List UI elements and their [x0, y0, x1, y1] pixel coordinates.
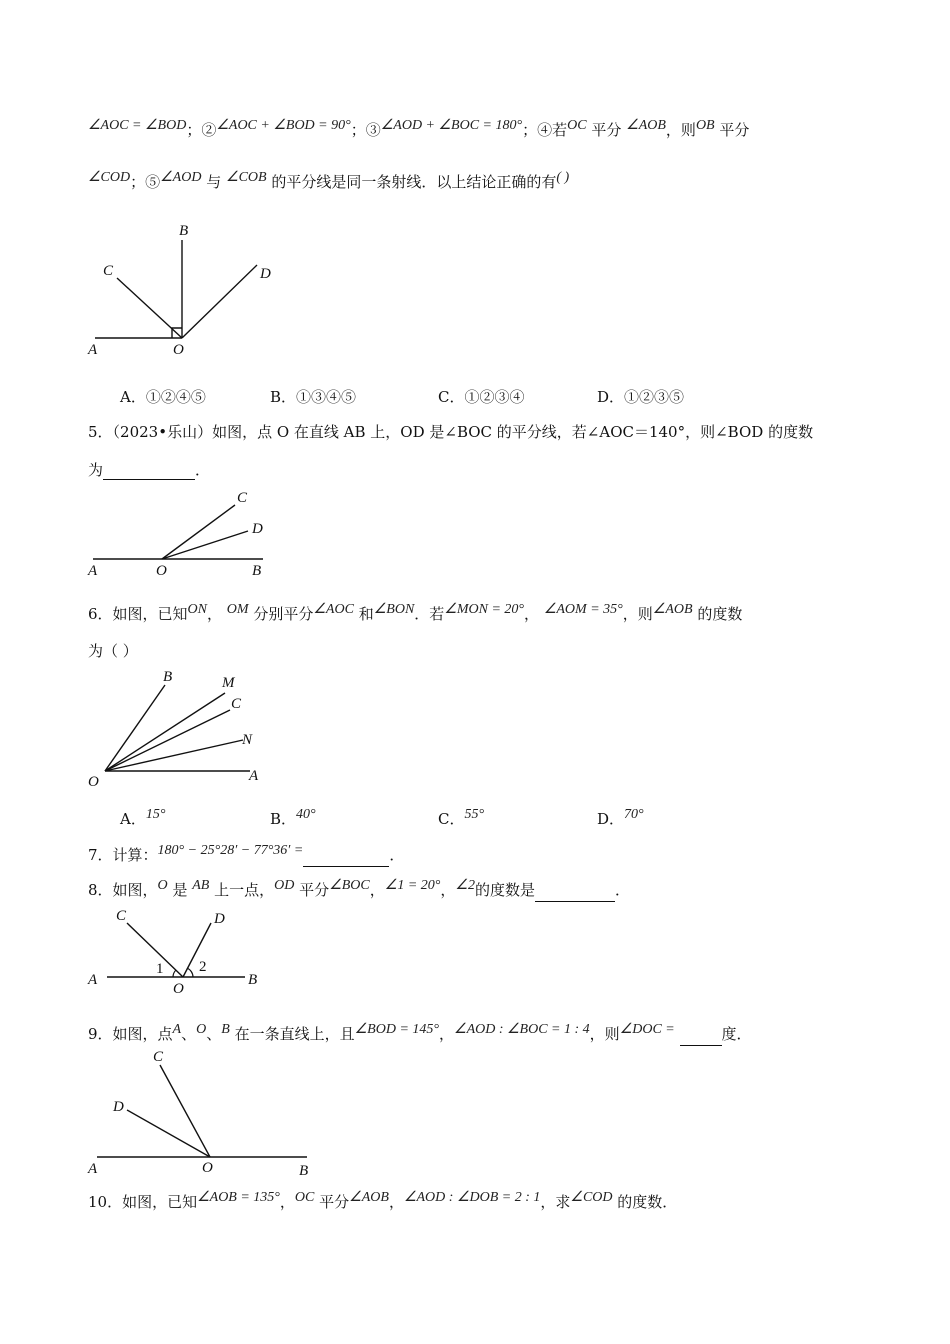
- q6-ray-ON: [105, 740, 243, 771]
- q8-label-2: 2: [199, 959, 207, 975]
- q4-figure: [85, 220, 285, 360]
- q6-option-a[interactable]: A．15°: [120, 807, 166, 828]
- q8-figure: [85, 905, 275, 1000]
- q4-label-A: A: [88, 342, 98, 358]
- q6-label-M: M: [222, 675, 235, 691]
- q6-option-c[interactable]: C．55°: [438, 807, 485, 828]
- q4-line2: ∠COD；⑤∠AOD 与 ∠COB 的平分线是同一条射线．以上结论正确的有( ): [88, 170, 570, 191]
- q9-label-A: A: [88, 1161, 98, 1177]
- q5-answer-blank[interactable]: [103, 463, 195, 480]
- q6-option-b[interactable]: B．40°: [270, 807, 316, 828]
- q6-label-N: N: [242, 732, 253, 748]
- q4-math: ∠AOC = ∠BOD: [88, 118, 187, 133]
- q5-ray-OC: [162, 505, 235, 559]
- q4-label-O: O: [173, 342, 184, 358]
- q8-ray-OC: [127, 923, 183, 977]
- q8-arc-2: [187, 968, 193, 977]
- q4-line1: ∠AOC = ∠BOD；②∠AOC + ∠BOD = 90°；③∠AOD + ∠BOC = 180°；④若OC 平分 ∠AOB，则OB 平分: [88, 118, 750, 139]
- q8-answer-blank[interactable]: [535, 885, 615, 902]
- q6-label-B: B: [163, 669, 173, 685]
- q6-line1: 6．如图，已知ON， OM 分别平分∠AOC 和∠BON．若∠MON = 20°， ∠AOM = 35°，则∠AOB 的度数: [88, 602, 743, 623]
- q5-line1: 5．（2023•乐山）如图，点 O 在直线 AB 上，OD 是∠BOC 的平分线，若∠AOC＝140°，则∠BOD 的度数: [88, 423, 814, 441]
- q6-figure: [85, 665, 275, 790]
- q5-label-A: A: [88, 563, 98, 579]
- q8-ray-OD: [183, 923, 211, 977]
- q10-line: 10．如图，已知∠AOB = 135°，OC 平分∠AOB，∠AOD : ∠DOB = 2 : 1，求∠COD 的度数．: [88, 1190, 678, 1211]
- q5-label-O: O: [156, 563, 167, 579]
- q9-label-O: O: [202, 1160, 213, 1176]
- q4-option-a[interactable]: A．①②④⑤: [120, 388, 206, 406]
- q9-line: 9．如图，点A、O、B 在一条直线上，且∠BOD = 145°，∠AOD : ∠BOC = 1 : 4，则∠DOC = 度．: [88, 1024, 752, 1046]
- q9-label-C: C: [153, 1049, 164, 1065]
- q5-label-B: B: [252, 563, 262, 579]
- q5-label-D: D: [252, 521, 263, 537]
- q7-line: 7．计算：180° − 25°28′ − 77°36′ = ．: [88, 845, 404, 867]
- q8-label-B: B: [248, 972, 258, 988]
- q4-option-d[interactable]: D．①②③⑤: [597, 388, 685, 406]
- q6-label-A: A: [249, 768, 259, 784]
- q4-option-b[interactable]: B．①③④⑤: [270, 388, 357, 406]
- q6-label-C: C: [231, 696, 242, 712]
- q8-line: 8．如图，O 是 AB 上一点，OD 平分∠BOC，∠1 = 20°，∠2的度数是 ．: [88, 880, 630, 902]
- q9-label-D: D: [113, 1099, 124, 1115]
- q5-ray-OD: [162, 531, 248, 559]
- q9-figure: [85, 1045, 325, 1180]
- q4-option-c[interactable]: C．①②③④: [438, 388, 525, 406]
- q6-ray-OC: [105, 710, 230, 771]
- q6-option-d[interactable]: D．70°: [597, 807, 644, 828]
- q8-label-A: A: [88, 972, 98, 988]
- q5-line2: 为 ．: [88, 461, 211, 479]
- q8-label-D: D: [214, 911, 225, 927]
- q6-ray-OB: [105, 685, 165, 771]
- q6-ray-OM: [105, 693, 225, 771]
- q4-ray-OD: [182, 265, 257, 338]
- q8-arc-1: [173, 970, 176, 977]
- q4-label-B: B: [179, 223, 189, 239]
- q9-answer-blank[interactable]: [680, 1029, 722, 1046]
- q6-line2: 为（ ）: [88, 642, 138, 660]
- q6-label-O: O: [88, 774, 99, 790]
- q8-label-O: O: [173, 981, 184, 997]
- q9-label-B: B: [299, 1163, 309, 1179]
- q5-figure: [85, 485, 275, 580]
- q4-label-C: C: [103, 263, 114, 279]
- q4-label-D: D: [260, 266, 271, 282]
- q8-label-1: 1: [156, 961, 164, 977]
- q7-answer-blank[interactable]: [303, 850, 389, 867]
- q8-label-C: C: [116, 908, 127, 924]
- q5-label-C: C: [237, 490, 248, 506]
